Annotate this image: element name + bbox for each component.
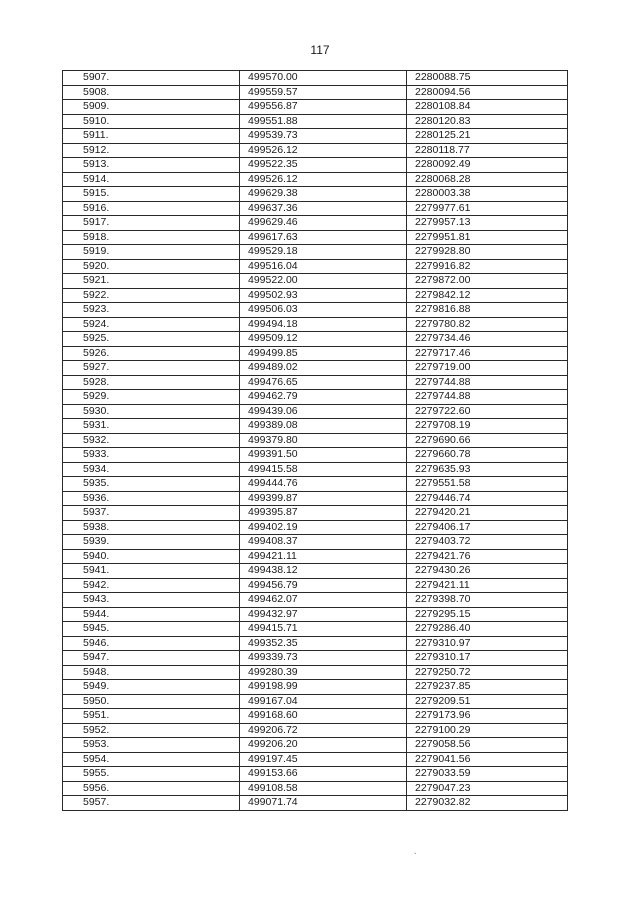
scan-mark: `	[414, 852, 417, 861]
serial-number-cell: 5927.	[63, 361, 240, 376]
serial-number-cell: 5921.	[63, 274, 240, 289]
serial-number-cell: 5916.	[63, 201, 240, 216]
serial-number-cell: 5911.	[63, 129, 240, 144]
x-coordinate-cell: 499456.79	[240, 578, 407, 593]
serial-number-cell: 5925.	[63, 332, 240, 347]
serial-number-cell: 5919.	[63, 245, 240, 260]
table-row	[63, 491, 568, 506]
x-coordinate-cell: 499402.19	[240, 520, 407, 535]
y-coordinate-cell: 2280092.49	[407, 158, 568, 173]
table-row	[63, 85, 568, 100]
serial-number-cell: 5926.	[63, 346, 240, 361]
y-coordinate-cell: 2280094.56	[407, 85, 568, 100]
y-coordinate-cell: 2279872.00	[407, 274, 568, 289]
y-coordinate-cell: 2279977.61	[407, 201, 568, 216]
table-row	[63, 723, 568, 738]
table-row	[63, 694, 568, 709]
x-coordinate-cell: 499529.18	[240, 245, 407, 260]
y-coordinate-cell: 2279719.00	[407, 361, 568, 376]
x-coordinate-cell: 499197.45	[240, 752, 407, 767]
serial-number-cell: 5939.	[63, 535, 240, 550]
y-coordinate-cell: 2279286.40	[407, 622, 568, 637]
y-coordinate-cell: 2279250.72	[407, 665, 568, 680]
x-coordinate-cell: 499526.12	[240, 143, 407, 158]
table-row	[63, 564, 568, 579]
serial-number-cell: 5918.	[63, 230, 240, 245]
coordinates-table-body	[63, 71, 568, 811]
table-row	[63, 187, 568, 202]
table-row	[63, 143, 568, 158]
serial-number-cell: 5909.	[63, 100, 240, 115]
y-coordinate-cell: 2279047.23	[407, 781, 568, 796]
serial-number-cell: 5932.	[63, 433, 240, 448]
x-coordinate-cell: 499167.04	[240, 694, 407, 709]
table-row	[63, 535, 568, 550]
x-coordinate-cell: 499506.03	[240, 303, 407, 318]
x-coordinate-cell: 499637.36	[240, 201, 407, 216]
x-coordinate-cell: 499476.65	[240, 375, 407, 390]
y-coordinate-cell: 2279660.78	[407, 448, 568, 463]
serial-number-cell: 5934.	[63, 462, 240, 477]
serial-number-cell: 5915.	[63, 187, 240, 202]
serial-number-cell: 5930.	[63, 404, 240, 419]
x-coordinate-cell: 499421.11	[240, 549, 407, 564]
table-row	[63, 361, 568, 376]
y-coordinate-cell: 2279209.51	[407, 694, 568, 709]
table-row	[63, 651, 568, 666]
serial-number-cell: 5931.	[63, 419, 240, 434]
x-coordinate-cell: 499399.87	[240, 491, 407, 506]
x-coordinate-cell: 499280.39	[240, 665, 407, 680]
table-row	[63, 680, 568, 695]
table-row	[63, 375, 568, 390]
y-coordinate-cell: 2279033.59	[407, 767, 568, 782]
y-coordinate-cell: 2279295.15	[407, 607, 568, 622]
y-coordinate-cell: 2279237.85	[407, 680, 568, 695]
y-coordinate-cell: 2279041.56	[407, 752, 568, 767]
table-row	[63, 404, 568, 419]
table-row	[63, 448, 568, 463]
serial-number-cell: 5944.	[63, 607, 240, 622]
table-row	[63, 71, 568, 86]
serial-number-cell: 5941.	[63, 564, 240, 579]
serial-number-cell: 5948.	[63, 665, 240, 680]
y-coordinate-cell: 2280118.77	[407, 143, 568, 158]
table-row	[63, 593, 568, 608]
x-coordinate-cell: 499551.88	[240, 114, 407, 129]
x-coordinate-cell: 499556.87	[240, 100, 407, 115]
table-row	[63, 346, 568, 361]
table-row	[63, 738, 568, 753]
y-coordinate-cell: 2279551.58	[407, 477, 568, 492]
serial-number-cell: 5938.	[63, 520, 240, 535]
serial-number-cell: 5954.	[63, 752, 240, 767]
y-coordinate-cell: 2279310.97	[407, 636, 568, 651]
serial-number-cell: 5933.	[63, 448, 240, 463]
x-coordinate-cell: 499522.00	[240, 274, 407, 289]
y-coordinate-cell: 2279403.72	[407, 535, 568, 550]
x-coordinate-cell: 499489.02	[240, 361, 407, 376]
y-coordinate-cell: 2279951.81	[407, 230, 568, 245]
table-row	[63, 520, 568, 535]
y-coordinate-cell: 2279430.26	[407, 564, 568, 579]
table-row	[63, 288, 568, 303]
y-coordinate-cell: 2279957.13	[407, 216, 568, 231]
table-row	[63, 506, 568, 521]
table-row	[63, 549, 568, 564]
x-coordinate-cell: 499206.72	[240, 723, 407, 738]
table-row	[63, 303, 568, 318]
x-coordinate-cell: 499629.38	[240, 187, 407, 202]
x-coordinate-cell: 499389.08	[240, 419, 407, 434]
x-coordinate-cell: 499526.12	[240, 172, 407, 187]
x-coordinate-cell: 499395.87	[240, 506, 407, 521]
y-coordinate-cell: 2279816.88	[407, 303, 568, 318]
serial-number-cell: 5940.	[63, 549, 240, 564]
y-coordinate-cell: 2279717.46	[407, 346, 568, 361]
table-row	[63, 332, 568, 347]
serial-number-cell: 5937.	[63, 506, 240, 521]
x-coordinate-cell: 499439.06	[240, 404, 407, 419]
table-row	[63, 781, 568, 796]
y-coordinate-cell: 2279780.82	[407, 317, 568, 332]
x-coordinate-cell: 499570.00	[240, 71, 407, 86]
table-row	[63, 622, 568, 637]
x-coordinate-cell: 499522.35	[240, 158, 407, 173]
x-coordinate-cell: 499071.74	[240, 796, 407, 811]
x-coordinate-cell: 499438.12	[240, 564, 407, 579]
y-coordinate-cell: 2279744.88	[407, 390, 568, 405]
y-coordinate-cell: 2279398.70	[407, 593, 568, 608]
y-coordinate-cell: 2279916.82	[407, 259, 568, 274]
table-row	[63, 230, 568, 245]
serial-number-cell: 5912.	[63, 143, 240, 158]
table-row	[63, 216, 568, 231]
y-coordinate-cell: 2279446.74	[407, 491, 568, 506]
x-coordinate-cell: 499629.46	[240, 216, 407, 231]
serial-number-cell: 5952.	[63, 723, 240, 738]
x-coordinate-cell: 499415.58	[240, 462, 407, 477]
x-coordinate-cell: 499153.66	[240, 767, 407, 782]
table-row	[63, 245, 568, 260]
serial-number-cell: 5920.	[63, 259, 240, 274]
y-coordinate-cell: 2279722.60	[407, 404, 568, 419]
x-coordinate-cell: 499516.04	[240, 259, 407, 274]
y-coordinate-cell: 2279032.82	[407, 796, 568, 811]
serial-number-cell: 5913.	[63, 158, 240, 173]
x-coordinate-cell: 499539.73	[240, 129, 407, 144]
y-coordinate-cell: 2280120.83	[407, 114, 568, 129]
serial-number-cell: 5942.	[63, 578, 240, 593]
table-row	[63, 317, 568, 332]
y-coordinate-cell: 2279058.56	[407, 738, 568, 753]
x-coordinate-cell: 499502.93	[240, 288, 407, 303]
y-coordinate-cell: 2280068.28	[407, 172, 568, 187]
serial-number-cell: 5922.	[63, 288, 240, 303]
y-coordinate-cell: 2279421.76	[407, 549, 568, 564]
x-coordinate-cell: 499462.79	[240, 390, 407, 405]
serial-number-cell: 5947.	[63, 651, 240, 666]
table-row	[63, 607, 568, 622]
x-coordinate-cell: 499509.12	[240, 332, 407, 347]
coordinates-table	[62, 70, 568, 811]
serial-number-cell: 5917.	[63, 216, 240, 231]
y-coordinate-cell: 2279690.66	[407, 433, 568, 448]
table-row	[63, 172, 568, 187]
x-coordinate-cell: 499499.85	[240, 346, 407, 361]
table-row	[63, 419, 568, 434]
y-coordinate-cell: 2280125.21	[407, 129, 568, 144]
x-coordinate-cell: 499391.50	[240, 448, 407, 463]
serial-number-cell: 5953.	[63, 738, 240, 753]
table-row	[63, 259, 568, 274]
x-coordinate-cell: 499432.97	[240, 607, 407, 622]
table-row	[63, 752, 568, 767]
y-coordinate-cell: 2279310.17	[407, 651, 568, 666]
page-number: 117	[310, 43, 330, 57]
serial-number-cell: 5914.	[63, 172, 240, 187]
y-coordinate-cell: 2279734.46	[407, 332, 568, 347]
serial-number-cell: 5936.	[63, 491, 240, 506]
y-coordinate-cell: 2279744.88	[407, 375, 568, 390]
serial-number-cell: 5907.	[63, 71, 240, 86]
table-row	[63, 158, 568, 173]
serial-number-cell: 5950.	[63, 694, 240, 709]
x-coordinate-cell: 499206.20	[240, 738, 407, 753]
serial-number-cell: 5945.	[63, 622, 240, 637]
table-row	[63, 767, 568, 782]
table-row	[63, 796, 568, 811]
table-row	[63, 578, 568, 593]
serial-number-cell: 5929.	[63, 390, 240, 405]
x-coordinate-cell: 499198.99	[240, 680, 407, 695]
y-coordinate-cell: 2279173.96	[407, 709, 568, 724]
y-coordinate-cell: 2280088.75	[407, 71, 568, 86]
x-coordinate-cell: 499352.35	[240, 636, 407, 651]
y-coordinate-cell: 2279420.21	[407, 506, 568, 521]
table-row	[63, 433, 568, 448]
table-row	[63, 201, 568, 216]
serial-number-cell: 5928.	[63, 375, 240, 390]
y-coordinate-cell: 2279421.11	[407, 578, 568, 593]
serial-number-cell: 5957.	[63, 796, 240, 811]
table-row	[63, 477, 568, 492]
x-coordinate-cell: 499408.37	[240, 535, 407, 550]
serial-number-cell: 5924.	[63, 317, 240, 332]
table-row	[63, 665, 568, 680]
x-coordinate-cell: 499168.60	[240, 709, 407, 724]
x-coordinate-cell: 499108.58	[240, 781, 407, 796]
x-coordinate-cell: 499339.73	[240, 651, 407, 666]
table-row	[63, 636, 568, 651]
table-row	[63, 462, 568, 477]
serial-number-cell: 5908.	[63, 85, 240, 100]
serial-number-cell: 5951.	[63, 709, 240, 724]
x-coordinate-cell: 499494.18	[240, 317, 407, 332]
x-coordinate-cell: 499415.71	[240, 622, 407, 637]
table-row	[63, 709, 568, 724]
x-coordinate-cell: 499444.76	[240, 477, 407, 492]
y-coordinate-cell: 2280108.84	[407, 100, 568, 115]
y-coordinate-cell: 2279406.17	[407, 520, 568, 535]
x-coordinate-cell: 499617.63	[240, 230, 407, 245]
table-row	[63, 274, 568, 289]
x-coordinate-cell: 499379.80	[240, 433, 407, 448]
y-coordinate-cell: 2279100.29	[407, 723, 568, 738]
serial-number-cell: 5955.	[63, 767, 240, 782]
x-coordinate-cell: 499462.07	[240, 593, 407, 608]
y-coordinate-cell: 2279708.19	[407, 419, 568, 434]
serial-number-cell: 5910.	[63, 114, 240, 129]
serial-number-cell: 5946.	[63, 636, 240, 651]
table-row	[63, 114, 568, 129]
table-row	[63, 129, 568, 144]
y-coordinate-cell: 2279635.93	[407, 462, 568, 477]
y-coordinate-cell: 2279928.80	[407, 245, 568, 260]
serial-number-cell: 5949.	[63, 680, 240, 695]
serial-number-cell: 5935.	[63, 477, 240, 492]
table-row	[63, 100, 568, 115]
serial-number-cell: 5956.	[63, 781, 240, 796]
serial-number-cell: 5923.	[63, 303, 240, 318]
serial-number-cell: 5943.	[63, 593, 240, 608]
y-coordinate-cell: 2280003.38	[407, 187, 568, 202]
x-coordinate-cell: 499559.57	[240, 85, 407, 100]
y-coordinate-cell: 2279842.12	[407, 288, 568, 303]
table-row	[63, 390, 568, 405]
